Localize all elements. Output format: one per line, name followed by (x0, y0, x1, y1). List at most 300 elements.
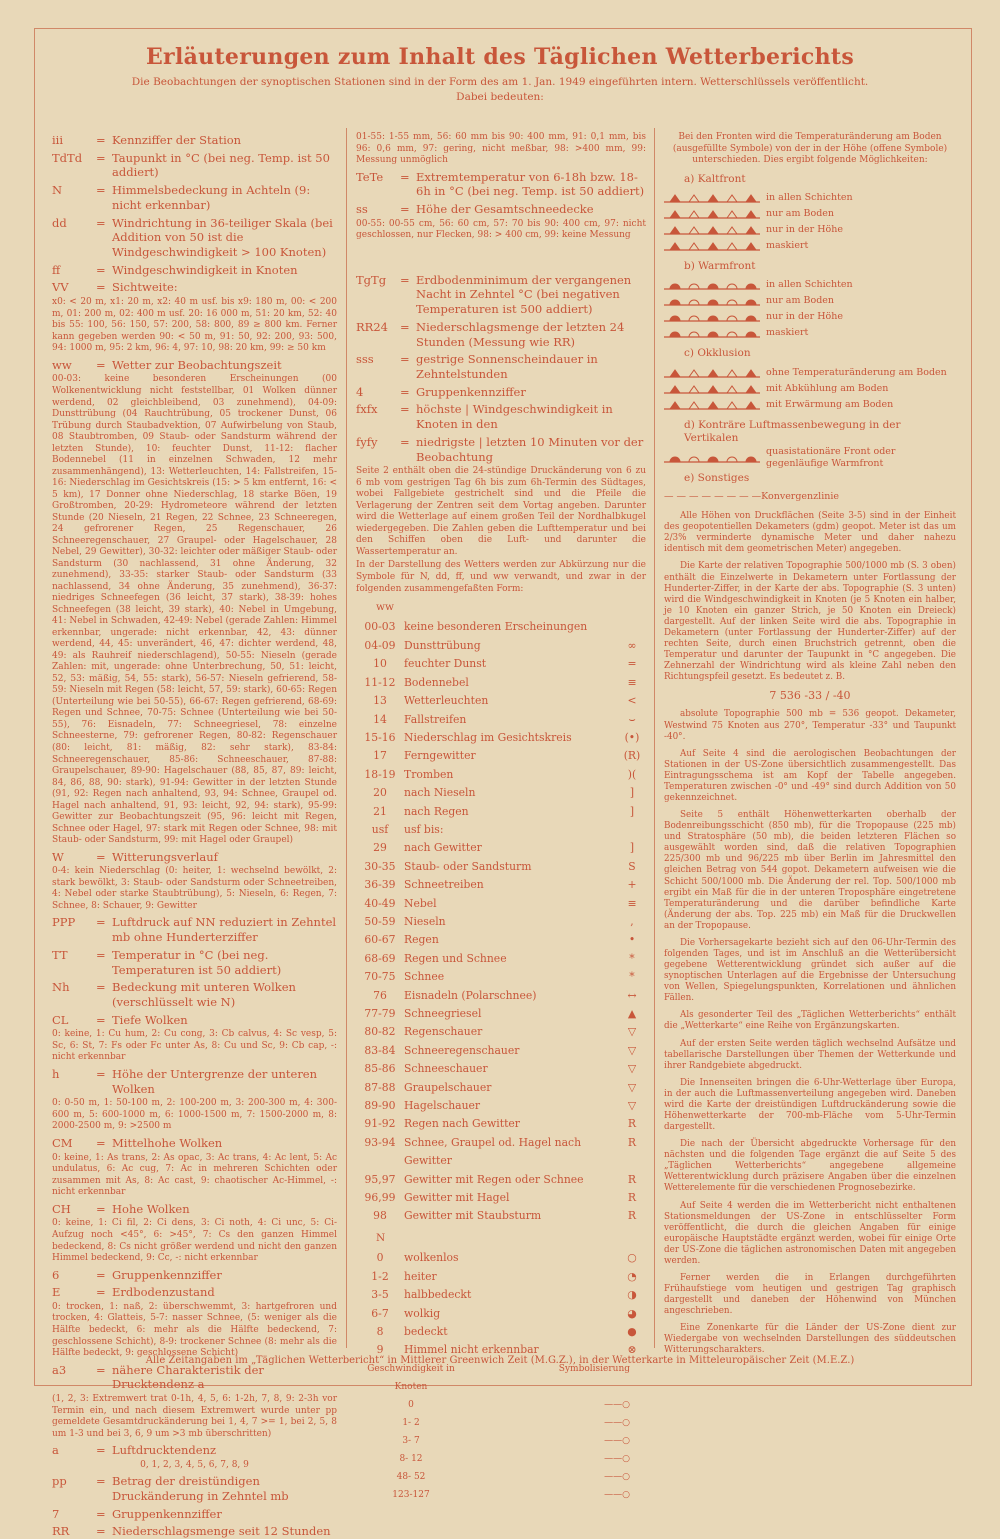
weather-symbol-icon: ▽ (627, 1099, 637, 1113)
table-row (356, 1023, 646, 1041)
ww-code: 29 (373, 841, 387, 855)
wind-barb-icon: ——○ (604, 1453, 630, 1464)
weather-symbol-icon: )( (627, 767, 637, 781)
definition-key: dd (52, 215, 67, 230)
definition-key: RR24 (356, 319, 388, 334)
table-row (356, 1005, 646, 1023)
column-2 (356, 130, 646, 1504)
weather-code-text: 00-03: keine besonderen Erscheinungen (00 Wolkenentwicklung nicht feststellbar, 01 Wolken dünner werdend, 02 gleichbleibend, 03 zunehmend), 04-09: Dunsttrübung (04 Rauchtrübung, 05 trockener Dunst, 06 Trübung durch Staubadvektion, 07 Aufwirbelung von Staub, 08 Staubtromben, 09 Staub- oder Sandsturm während der letzten Stunde), 10: feuchter Dunst, 11-12: flacher Bodennebel (11 in einzelnen Schwaden, 12 mehr zusammenhängend), 13: Wetterleuchten, 14: Fallstreifen, 15-16: Niederschlag im Gesichtskreis (15: > 5 km entfernt, 16: < 5 km), 17 Donner ohne Niederschlag, 18 starke Böen, 19 Großtromben, 20-29: Hydrometeore während der letzten Stunde (20 Nieseln, 21 Regen, 22 Schnee, 23 Schneeregen, 24 gefrorener Regen, 25 Regenschauer, 26 Schneeregenschauer, 27 Graupel- oder Hagelschauer, 28 Nebel, 29 Gewitter), 30-32: leichter oder mäßiger Staub- oder Sandsturm (30 nachlassend, 31 ohne Änderung, 32 zunehmend), 33-35: starker Staub- oder Sandsturm (33 nachlassend, 34 ohne Änderung, 35 zunehmend), 36-37: niedriges Schneefegen (36 leicht, 37 stark), 38-39: hohes Schneefegen (38 leicht, 39 stark), 40: Nebel in Umgebung, 41: Nebel in Schwaden, 42-49: Nebel (gerade Zahlen: Himmel erkennbar, ungerade: nicht erkennbar, 42, 43: dünner werdend, 44, 45: unverändert, 46, 47: dichter werdend, 48, 49: als Rauhreif niederschlagend), 50-55: Nieseln (gerade Zahlen: mit, ungerade: ohne Unterbrechung, 50, 51: leicht, 52, 53: mäßig, 54, 55: stark), 56-57: Nieseln gefrierend, 58-59: Nieseln mit Regen (58: leicht, 57, 59: stark), 60-65: Regen (Unterteilung wie bei 50-55), 66-67: Regen gefrierend, 68-69: Regen und Schnee, 70-75: Schnee (Unterteilung wie bei 50-55), 76: Eisnadeln, 77: Schneegriesel, 78: einzelne Schneesterne, 79: gefrorener Regen, 80-82: Regenschauer (80: leicht, 81: mäßig, 82: sehr stark), 83-84: Schneeregenschauer, 85-86: Schneeschauer, 87-88: Graupelschauer, 89-90: Hagelschauer (88, 85, 87, 89: leicht, 84, 86, 88, 90: stark), 91-94: Gewitter in der letzten Stunde (91, 92: Regen nach anhaltend, 93, 94: Schnee, Graupel od. Hagel nach anhaltend, 91, 93: leicht, 92, 94: stark), 95-99: Gewitter zur Beobachtungszeit (95, 96: leicht mit Regen, Schnee oder Hagel, 97: stark mit Regen oder Schnee, 98: mit Staub- oder Sandsturm, 99: mit Hagel oder Graupel) (52, 374, 337, 846)
ww-text: Regenschauer (404, 1025, 483, 1039)
definition-value: Extremtemperatur von 6-18h bzw. 18-6h in °C (bei neg. Temp. ist 50 addiert) (416, 169, 645, 199)
table-row (356, 1323, 646, 1341)
definition-key: iii (52, 133, 64, 147)
weather-symbol-icon: (•) (624, 730, 640, 744)
front-symbol-icon (664, 295, 760, 307)
ww-heading: ww (376, 601, 394, 614)
definition-value: höchste | Windgeschwindigkeit in Knoten in den (416, 402, 613, 432)
example-top: -33 (804, 689, 823, 703)
definition-key: W (52, 849, 64, 864)
definition-key: CM (52, 1135, 73, 1150)
paragraph: Auf der ersten Seite werden täglich wechselnd Aufsätze und tabellarische Darstellungen über Themen der Wetterkunde und ihrer Randgebiete abgedruckt. (664, 1038, 956, 1071)
equals-sign: = (96, 280, 106, 295)
cloud-cover-icon: ◔ (627, 1269, 637, 1283)
definition-key: PPP (52, 915, 76, 930)
paragraph: Die Karte der relativen Topographie 500/1000 mb (S. 3 oben) enthält die Einzelwerte in Dekametern unter Fortlassung der Hunderter-Ziffer, in der Karte der abs. Topographie (S. 3 unten) wird die Windgeschwindigkeit in Knoten (je 5 Knoten ein halber, je 10 Knoten ein ganzer Strich, je 50 Knoten ein Dreieck) dargestellt. Auf der linken Seite wird die abs. Topographie in Dekametern (unter Fortlassung der Hunderter-Ziffer) auf der rechten Seite, durch einen Bruchstrich getrennt, oben die Temperatur und darunter der Taupunkt in °C angegeben. Die Zehnerzahl der Windrichtung wird als kleine Zahl neben den Richtungspfeil gesetzt. Es bedeutet z. B. (664, 561, 956, 683)
column-divider (346, 128, 347, 1348)
definition-value: Luftdruck auf NN reduziert in Zehntel mb ohne Hunderterziffer (112, 915, 337, 945)
ww-text: nach Gewitter (404, 841, 482, 855)
table-row (356, 618, 646, 636)
n-code: 9 (376, 1343, 384, 1357)
ww-code: 80-82 (364, 1025, 396, 1039)
definition-key: 6 (52, 1267, 60, 1282)
table-row (356, 1079, 646, 1097)
table-row (356, 711, 646, 729)
weather-symbol-icon: ≡ (627, 675, 637, 689)
front-symbol-icon (664, 399, 760, 411)
front-label: nur in der Höhe (766, 311, 843, 323)
ww-text: Schneeschauer (404, 1062, 488, 1076)
paragraph: Ferner werden die in Erlangen durchgeführten Frühaufstiege vom heutigen und gestrigen Tag graphisch dargestellt und daneben der Höhenwind von München angeschrieben. (664, 1273, 956, 1317)
n-text: halbbedeckt (404, 1288, 472, 1302)
wind-row (356, 1396, 646, 1414)
definition-row (52, 1524, 337, 1539)
front-row (664, 489, 956, 505)
equals-sign: = (96, 1201, 106, 1216)
example-symbol (664, 689, 956, 703)
table-row (356, 1042, 646, 1060)
ww-code: 14 (373, 712, 387, 726)
definition-row (52, 1202, 337, 1217)
footer-note: Alle Zeitangaben im „Täglichen Wetterbericht“ in Mittlerer Greenwich Zeit (M.G.Z.), in der Wetterkarte in Mitteleuropäischer Zeit (M.E.Z.) (145, 1355, 855, 1366)
paragraph: Die nach der Übersicht abgedruckte Vorhersage für den nächsten und die folgenden Tage ergänzt die auf Seite 5 des „Täglichen Wetterberichts“ angegebene allgemeine Wetterentwicklung durch präzisere Angaben über die einzelnen Wetterelemente für die verschiedenen Prognosebezirke. (664, 1139, 956, 1194)
ww-text: Dunsttrübung (404, 638, 481, 652)
visibility-code-text: x0: < 20 m, x1: 20 m, x2: 40 m usf. bis x9: 180 m, 00: < 200 m, 01: 200 m, 02: 400 m usf. 20: 16 000 m, 51: 20 km, 52: 40 bis 55: 100, 56: 150, 57: 200, 58: 800, 89 ≥ 800 km. Ferner kann gegeben werden 90: < 50 m, 91: 50, 92: 200, 93: 500, 94: 1000 m, 95: 2 km, 96: 4, 97: 10, 98: 20 km, 99: ≥ 50 km (52, 297, 337, 354)
front-group-title: a) Kaltfront (684, 172, 746, 185)
definition-row (52, 1363, 337, 1392)
ww-text: Nebel (404, 896, 437, 910)
equals-sign: = (96, 1012, 106, 1027)
ww-text: Gewitter mit Regen oder Schnee (404, 1172, 584, 1186)
ww-code: 68-69 (364, 951, 396, 965)
ww-code: 15-16 (364, 730, 396, 744)
definition-row (356, 320, 646, 349)
front-label: in allen Schichten (766, 279, 853, 291)
wind-barb-icon: ——○ (604, 1417, 630, 1428)
definition-key: 4 (356, 384, 364, 399)
ww-code: 17 (373, 749, 387, 763)
code-text: 0: keine, 1: Cu hum, 2: Cu cong, 3: Cb calvus, 4: Sc vesp, 5: Sc, 6: St, 7: Fs oder Fc unter As, 8: Cu und Sc, 9: Cb cap, -: nicht erkennbar (52, 1029, 337, 1063)
ww-text: Nieseln (404, 914, 446, 928)
wind-speed: 1- 2 (402, 1417, 420, 1428)
table-row (356, 1207, 646, 1225)
code-text: 0: keine, 1: As trans, 2: As opac, 3: Ac trans, 4: Ac lent, 5: Ac undulatus, 6: Ac cug, 7: Ac in mehreren Schichten oder zusammen mit As, 8: Ac cast, 9: chaotischer Ac-Himmel, -: nicht erkennbar (52, 1152, 337, 1198)
ww-code: 60-67 (364, 933, 396, 947)
front-group-title: c) Okklusion (684, 347, 751, 360)
wind-row (356, 1468, 646, 1486)
seite2-text: Seite 2 enthält oben die 24-stündige Druckänderung von 6 zu 6 mb vom gestrigen Tag 6h bis zum 6h-Termin des Südtages, wobei Fallgebiete gestrichelt sind und die Pfeile die Verlagerung der Zentren seit dem Vortag angeben. Darunter wird die Wetterlage auf einem großen Teil der Nordhalbkugel wiedergegeben. Die Zahlen geben die Lufttemperatur und bei den Schiffen oben die Luft- und darunter die Wassertemperatur an. (356, 466, 646, 557)
ww-code: 04-09 (364, 638, 396, 652)
table-row (356, 876, 646, 894)
front-row (664, 309, 956, 325)
wind-header-symbol: Symbolisierung (558, 1363, 630, 1374)
front-symbol-icon (664, 367, 760, 379)
wind-barb-icon: ——○ (604, 1471, 630, 1482)
n-text: heiter (404, 1269, 437, 1283)
front-label: nur in der Höhe (766, 223, 843, 235)
ww-code: 30-35 (364, 859, 396, 873)
ww-code: 98 (373, 1209, 387, 1223)
spacer (356, 244, 646, 270)
wind-row (356, 1450, 646, 1468)
definition-value: Niederschlagsmenge der letzten 24 Stunden (Messung wie RR) (416, 319, 625, 349)
definition-row (356, 170, 646, 199)
ww-text: nach Regen (404, 804, 469, 818)
definition-row (356, 273, 646, 317)
front-row (664, 381, 956, 397)
code-text: (1, 2, 3: Extremwert trat 0-1h, 4, 5, 6: 1-2h, 7, 8, 9: 2-3h vor Termin ein, und nach diesem Extremwert wurde unter pp gemeldete Gesamtdruckänderung bei 1, 4, 7 >= 1, bei 2, 5, 8 um 1-3 und bei 3, 6, 9 um >3 mb überschritten) (52, 1393, 337, 1439)
front-label: quasistationäre Front oder gegenläufige Warmfront (766, 445, 896, 469)
equals-sign: = (96, 1443, 106, 1458)
definition-value: Höhe der Gesamtschneedecke (416, 201, 594, 216)
front-row (664, 365, 956, 381)
front-row (664, 222, 956, 238)
code-text: 0-4: kein Niederschlag (0: heiter, 1: wechselnd bewölkt, 2: stark bewölkt, 3: Staub- oder Sandsturm oder Schneetreiben, 4: Nebel oder starke Staubtrübung), 5: Nieseln, 6: Regen, 7: Schnee, 8: Schauer, 9: Gewitter (52, 866, 337, 911)
definition-key: TeTe (356, 169, 384, 184)
definition-key: sss (356, 352, 374, 367)
equals-sign: = (96, 1267, 106, 1282)
front-symbol-icon (664, 192, 760, 204)
definition-key: fyfy (356, 434, 378, 449)
definition-value: Mittelhohe Wolken (112, 1135, 223, 1150)
ww-text: Tromben (404, 767, 454, 781)
ww-text: Schneeregenschauer (404, 1043, 520, 1057)
front-symbol-icon (664, 208, 760, 220)
definition-value: Betrag der dreistündigen Druckänderung in Zehntel mb (112, 1474, 289, 1503)
definition-row (52, 183, 337, 212)
weather-symbol-icon: R (627, 1135, 637, 1149)
ww-code: 21 (373, 804, 387, 818)
definition-row (52, 358, 337, 373)
front-row (664, 238, 956, 254)
weather-symbol-icon: ∞ (627, 638, 637, 652)
paragraph: absolute Topographie 500 mb = 536 geopot. Dekameter, Westwind 75 Knoten aus 270°, Temperatur -33° und Taupunkt -40°. (664, 709, 956, 742)
page-title: Erläuterungen zum Inhalt des Täglichen Wetterberichts (145, 44, 855, 70)
column-3 (664, 130, 956, 1357)
table-row (356, 1134, 646, 1171)
table-row (356, 839, 646, 857)
equals-sign: = (96, 1474, 106, 1489)
definition-key: TdTd (52, 150, 83, 165)
ww-code: 00-03 (364, 620, 396, 634)
equals-sign: = (96, 980, 106, 995)
definition-value: Windgeschwindigkeit in Knoten (112, 262, 298, 277)
definition-value: Gruppenkennziffer (112, 1267, 222, 1282)
definition-row (52, 1474, 337, 1503)
definition-value: Witterungsverlauf (112, 849, 218, 864)
definition-value: Temperatur in °C (bei neg. Temperaturen ist 50 addiert) (112, 947, 282, 977)
definition-value: Erdbodenminimum der vergangenen Nacht in Zehntel °C (bei negativen Temperaturen ist 500 addiert) (416, 272, 632, 317)
definition-value: Niederschlagsmenge seit 12 Stunden (112, 1524, 331, 1539)
front-symbol-icon (664, 311, 760, 323)
weather-symbol-icon: • (628, 933, 636, 947)
contrary-title: d) Konträre Luftmassenbewegung in der Vertikalen (684, 418, 901, 445)
definition-row (356, 402, 646, 431)
ww-code: 36-39 (364, 878, 396, 892)
definition-value: nähere Charakteristik der Drucktendenz a (112, 1362, 264, 1392)
ww-code: 18-19 (364, 767, 396, 781)
weather-symbol-icon: R (627, 1172, 637, 1186)
definition-key: VV (52, 280, 69, 295)
wind-speed: 123-127 (392, 1489, 430, 1500)
table-row (356, 987, 646, 1005)
definition-row (356, 202, 646, 217)
weather-symbol-icon (618, 821, 646, 839)
table-row (356, 803, 646, 821)
front-label: in allen Schichten (766, 191, 853, 203)
table-row (356, 913, 646, 931)
ww-code: 96,99 (364, 1191, 396, 1205)
front-symbol-icon (664, 327, 760, 339)
n-code: 6-7 (371, 1306, 389, 1320)
definition-row (52, 1067, 337, 1096)
equals-sign: = (96, 947, 106, 962)
table-row (356, 1115, 646, 1133)
tendency-symbols: 0, 1, 2, 3, 4, 5, 6, 7, 8, 9 (140, 1459, 249, 1470)
ww-code: 89-90 (364, 1099, 396, 1113)
wind-row (356, 1486, 646, 1504)
ww-text: Schneegriesel (404, 1007, 482, 1020)
definition-row (356, 385, 646, 400)
ww-text: Ferngewitter (404, 749, 476, 763)
front-label: nur am Boden (766, 295, 835, 307)
weather-symbol-icon: ▽ (627, 1025, 637, 1039)
table-row (356, 1249, 646, 1267)
definition-key: h (52, 1066, 60, 1081)
ww-text: Fallstreifen (404, 712, 467, 726)
cloud-cover-icon: ◑ (627, 1288, 637, 1302)
ww-code: 93-94 (364, 1135, 396, 1149)
ww-code: 70-75 (364, 970, 396, 984)
definition-value: Erdbodenzustand (112, 1285, 215, 1300)
weather-symbol-icon: ↔ (627, 988, 637, 1002)
front-row (664, 277, 956, 293)
definition-value: gestrige Sonnenscheindauer in Zehntelstunden (416, 352, 598, 382)
definition-key: RR (52, 1524, 70, 1539)
front-row (664, 190, 956, 206)
table-row (356, 655, 646, 673)
equals-sign: = (96, 1135, 106, 1150)
weather-symbol-icon: ▽ (627, 1062, 637, 1076)
front-label: Konvergenzlinie (761, 491, 840, 503)
dashed-line-icon: — — — — — — — — (664, 491, 762, 503)
weather-symbol-icon: ⌣ (628, 712, 636, 726)
rr-code-text: 01-55: 1-55 mm, 56: 60 mm bis 90: 400 mm, 91: 0,1 mm, bis 96: 0,6 mm, 97: gering, nicht meßbar, 98: >400 mm, 99: Messung unmöglich (356, 132, 646, 166)
example-separator: / (822, 689, 833, 703)
front-symbol-icon (664, 240, 760, 252)
column-divider (654, 128, 655, 1348)
equals-sign: = (96, 1506, 106, 1521)
definition-key: pp (52, 1474, 67, 1489)
definition-row (356, 352, 646, 381)
table-row (356, 1097, 646, 1115)
definition-row (52, 980, 337, 1009)
n-code: 1-2 (371, 1269, 389, 1283)
weather-symbol-icon: ▽ (627, 1043, 637, 1057)
ww-text: Niederschlag im Gesichtskreis (404, 730, 572, 744)
weather-symbol-icon (618, 618, 646, 636)
misc-title: e) Sonstiges (684, 471, 750, 484)
page-subtitle-2: Dabei bedeuten: (456, 91, 544, 103)
front-row (664, 397, 956, 413)
equals-sign: = (400, 319, 410, 334)
equals-sign: = (96, 150, 106, 165)
ww-code: 40-49 (364, 896, 396, 910)
definition-key: a (52, 1443, 59, 1458)
definition-row (52, 1443, 337, 1458)
definition-row (52, 850, 337, 865)
cloud-cover-icon: ◕ (627, 1306, 637, 1320)
weather-symbol-icon: ≡ (627, 896, 637, 910)
ww-text: Graupelschauer (404, 1080, 492, 1094)
definition-value: Bedeckung mit unteren Wolken (verschlüsselt wie N) (112, 980, 296, 1009)
ww-text: Regen und Schnee (404, 951, 507, 965)
definition-value: Himmelsbedeckung in Achteln (9: nicht erkennbar) (112, 183, 311, 212)
definition-value: Gruppenkennziffer (112, 1506, 222, 1521)
equals-sign: = (400, 402, 410, 417)
n-heading: N (376, 1231, 386, 1244)
paragraph: Die Innenseiten bringen die 6-Uhr-Wetterlage über Europa, in der auch die Luftmassenverteilung angegeben wird. Daneben wird die Karte der dreistündigen Luftdruckänderung sowie die Höhenwetterkarte der 700-mb-Fläche vom 5-Uhr-Termin dargestellt. (664, 1077, 956, 1133)
wind-row (356, 1432, 646, 1450)
n-text: Himmel nicht erkennbar (404, 1343, 539, 1357)
wind-barb-icon: ——○ (604, 1399, 630, 1410)
definition-row (52, 1136, 337, 1151)
table-row (356, 674, 646, 692)
definition-value: Kennziffer der Station (112, 133, 242, 147)
equals-sign: = (96, 1066, 106, 1081)
definition-value: Hohe Wolken (112, 1201, 190, 1216)
paragraph: Als gesonderter Teil des „Täglichen Wetterberichts“ enthält die „Wetterkarte“ eine Reihe von Ergänzungskarten. (664, 1010, 956, 1032)
front-symbol-icon (664, 383, 760, 395)
weather-symbol-icon: , (630, 914, 634, 928)
weather-symbol-icon: ] (629, 841, 635, 855)
n-text: wolkenlos (404, 1251, 459, 1265)
definition-row (356, 435, 646, 464)
table-row (356, 747, 646, 765)
ww-code: 13 (373, 694, 387, 708)
ww-text: Bodennebel (404, 675, 469, 689)
definition-value: Sichtweite: (112, 280, 178, 295)
ww-code: 95,97 (364, 1172, 396, 1186)
weather-symbol-icon: R (627, 1209, 637, 1223)
n-text: wolkig (404, 1306, 441, 1320)
ww-code: 91-92 (364, 1117, 396, 1131)
weather-symbol-icon: (R) (623, 749, 641, 763)
front-symbol-icon (664, 279, 760, 291)
definition-value: Windrichtung in 36-teiliger Skala (bei Addition von 50 ist die Windgeschwindigkeit > 100 Knoten) (112, 215, 333, 260)
table-row (356, 692, 646, 710)
front-symbol-icon (664, 452, 760, 464)
definition-row (52, 263, 337, 278)
definition-row (52, 280, 337, 295)
wind-speed: 3- 7 (402, 1435, 420, 1446)
front-row (664, 445, 956, 469)
ww-text: Schnee, Graupel od. Hagel nach Gewitter (404, 1135, 582, 1168)
table-row (356, 1286, 646, 1304)
front-symbol-icon (664, 224, 760, 236)
table-row (356, 1189, 646, 1207)
definition-row (52, 1507, 337, 1522)
equals-sign: = (96, 1285, 106, 1300)
front-row (664, 293, 956, 309)
table-row (356, 784, 646, 802)
table-row (356, 858, 646, 876)
page-subtitle: Die Beobachtungen der synoptischen Stationen sind in der Form des am 1. Jan. 1949 eingeführten intern. Wetterschlüssels veröffentlicht. (131, 76, 869, 88)
table-row (356, 895, 646, 913)
weather-symbol-icon: * (629, 951, 635, 965)
wind-barb-icon: ——○ (604, 1489, 630, 1500)
definition-key: Nh (52, 980, 70, 995)
front-row (664, 325, 956, 341)
example-bottom: -40 (832, 689, 851, 703)
front-label: mit Erwärmung am Boden (766, 398, 894, 410)
equals-sign: = (96, 183, 106, 198)
definition-value: Luftdrucktendenz (112, 1443, 217, 1458)
ww-code: usf (371, 822, 389, 836)
definition-row (52, 216, 337, 260)
wind-speed: 0 (408, 1399, 414, 1410)
ww-text: Schneetreiben (404, 878, 484, 892)
ww-code: 77-79 (364, 1007, 396, 1020)
definition-key: ff (52, 262, 61, 277)
equals-sign: = (96, 915, 106, 930)
equals-sign: = (400, 434, 410, 449)
weather-symbol-icon: ▲ (627, 1007, 637, 1020)
table-row (356, 821, 646, 839)
table-row (356, 1060, 646, 1078)
ww-text: Regen nach Gewitter (404, 1117, 520, 1131)
front-label: mit Abkühlung am Boden (766, 382, 889, 394)
code-text: 0: 0-50 m, 1: 50-100 m, 2: 100-200 m, 3: 200-300 m, 4: 300-600 m, 5: 600-1000 m, 6: 1000-1500 m, 7: 1500-2000 m, 8: 2000-2500 m, 9: >2500 m (52, 1098, 337, 1132)
ww-code: 76 (373, 988, 387, 1002)
front-row (664, 206, 956, 222)
n-code: 8 (376, 1324, 384, 1338)
definition-row (52, 1268, 337, 1283)
definition-value: Tiefe Wolken (112, 1012, 188, 1027)
ww-text: feuchter Dunst (404, 657, 487, 671)
equals-sign: = (96, 133, 106, 147)
ww-text: usf bis: (404, 822, 444, 836)
wind-speed: 48- 52 (396, 1471, 426, 1482)
fronts-intro: Bei den Fronten wird die Temperaturänderung am Boden (ausgefüllte Symbole) von der in der Höhe (offene Symbole) unterschieden. Dies ergibt folgende Möglichkeiten: (672, 132, 948, 166)
n-code: 0 (376, 1251, 384, 1265)
wind-header-speed: Geschwindigkeit in Knoten (367, 1363, 455, 1392)
front-label: nur am Boden (766, 207, 835, 219)
paragraph: Alle Höhen von Druckflächen (Seite 3-5) sind in der Einheit des geopotentiellen Dekameters (gdm) geopot. Meter ist das um 2/3% verminderte dynamische Meter und daher nahezu identisch mit dem geometrischen Meter) angegeben. (664, 511, 956, 555)
ww-code: 87-88 (364, 1080, 396, 1094)
definition-key: TT (52, 947, 68, 962)
weather-symbol-icon: S (628, 859, 636, 873)
table-row (356, 950, 646, 968)
paragraph: Auf Seite 4 sind die aerologischen Beobachtungen der Stationen in der US-Zone übersichtlich zusammengestellt. Das Eintragungsschema ist am Kopf der Tabelle angegeben. Temperaturen zwischen -0° und -49° sind durch Addition von 50 gekennzeichnet. (664, 748, 956, 803)
ww-text: keine besonderen Erscheinungen (404, 620, 588, 634)
definition-key: CL (52, 1012, 69, 1027)
snow-code-text: 00-55: 00-55 cm, 56: 60 cm, 57: 70 bis 90: 400 cm, 97: nicht geschlossen, nur Flecken, 98: > 400 cm, 99: keine Messung (356, 218, 646, 241)
definition-key: a3 (52, 1362, 67, 1377)
definition-row (52, 1013, 337, 1028)
darstellung-text: In der Darstellung des Wetters werden zur Abkürzung nur die Symbole für N, dd, ff, und ww verwandt, und zwar in der folgenden zusammengefaßten Form: (356, 560, 646, 594)
ww-text: Wetterleuchten (404, 694, 489, 708)
